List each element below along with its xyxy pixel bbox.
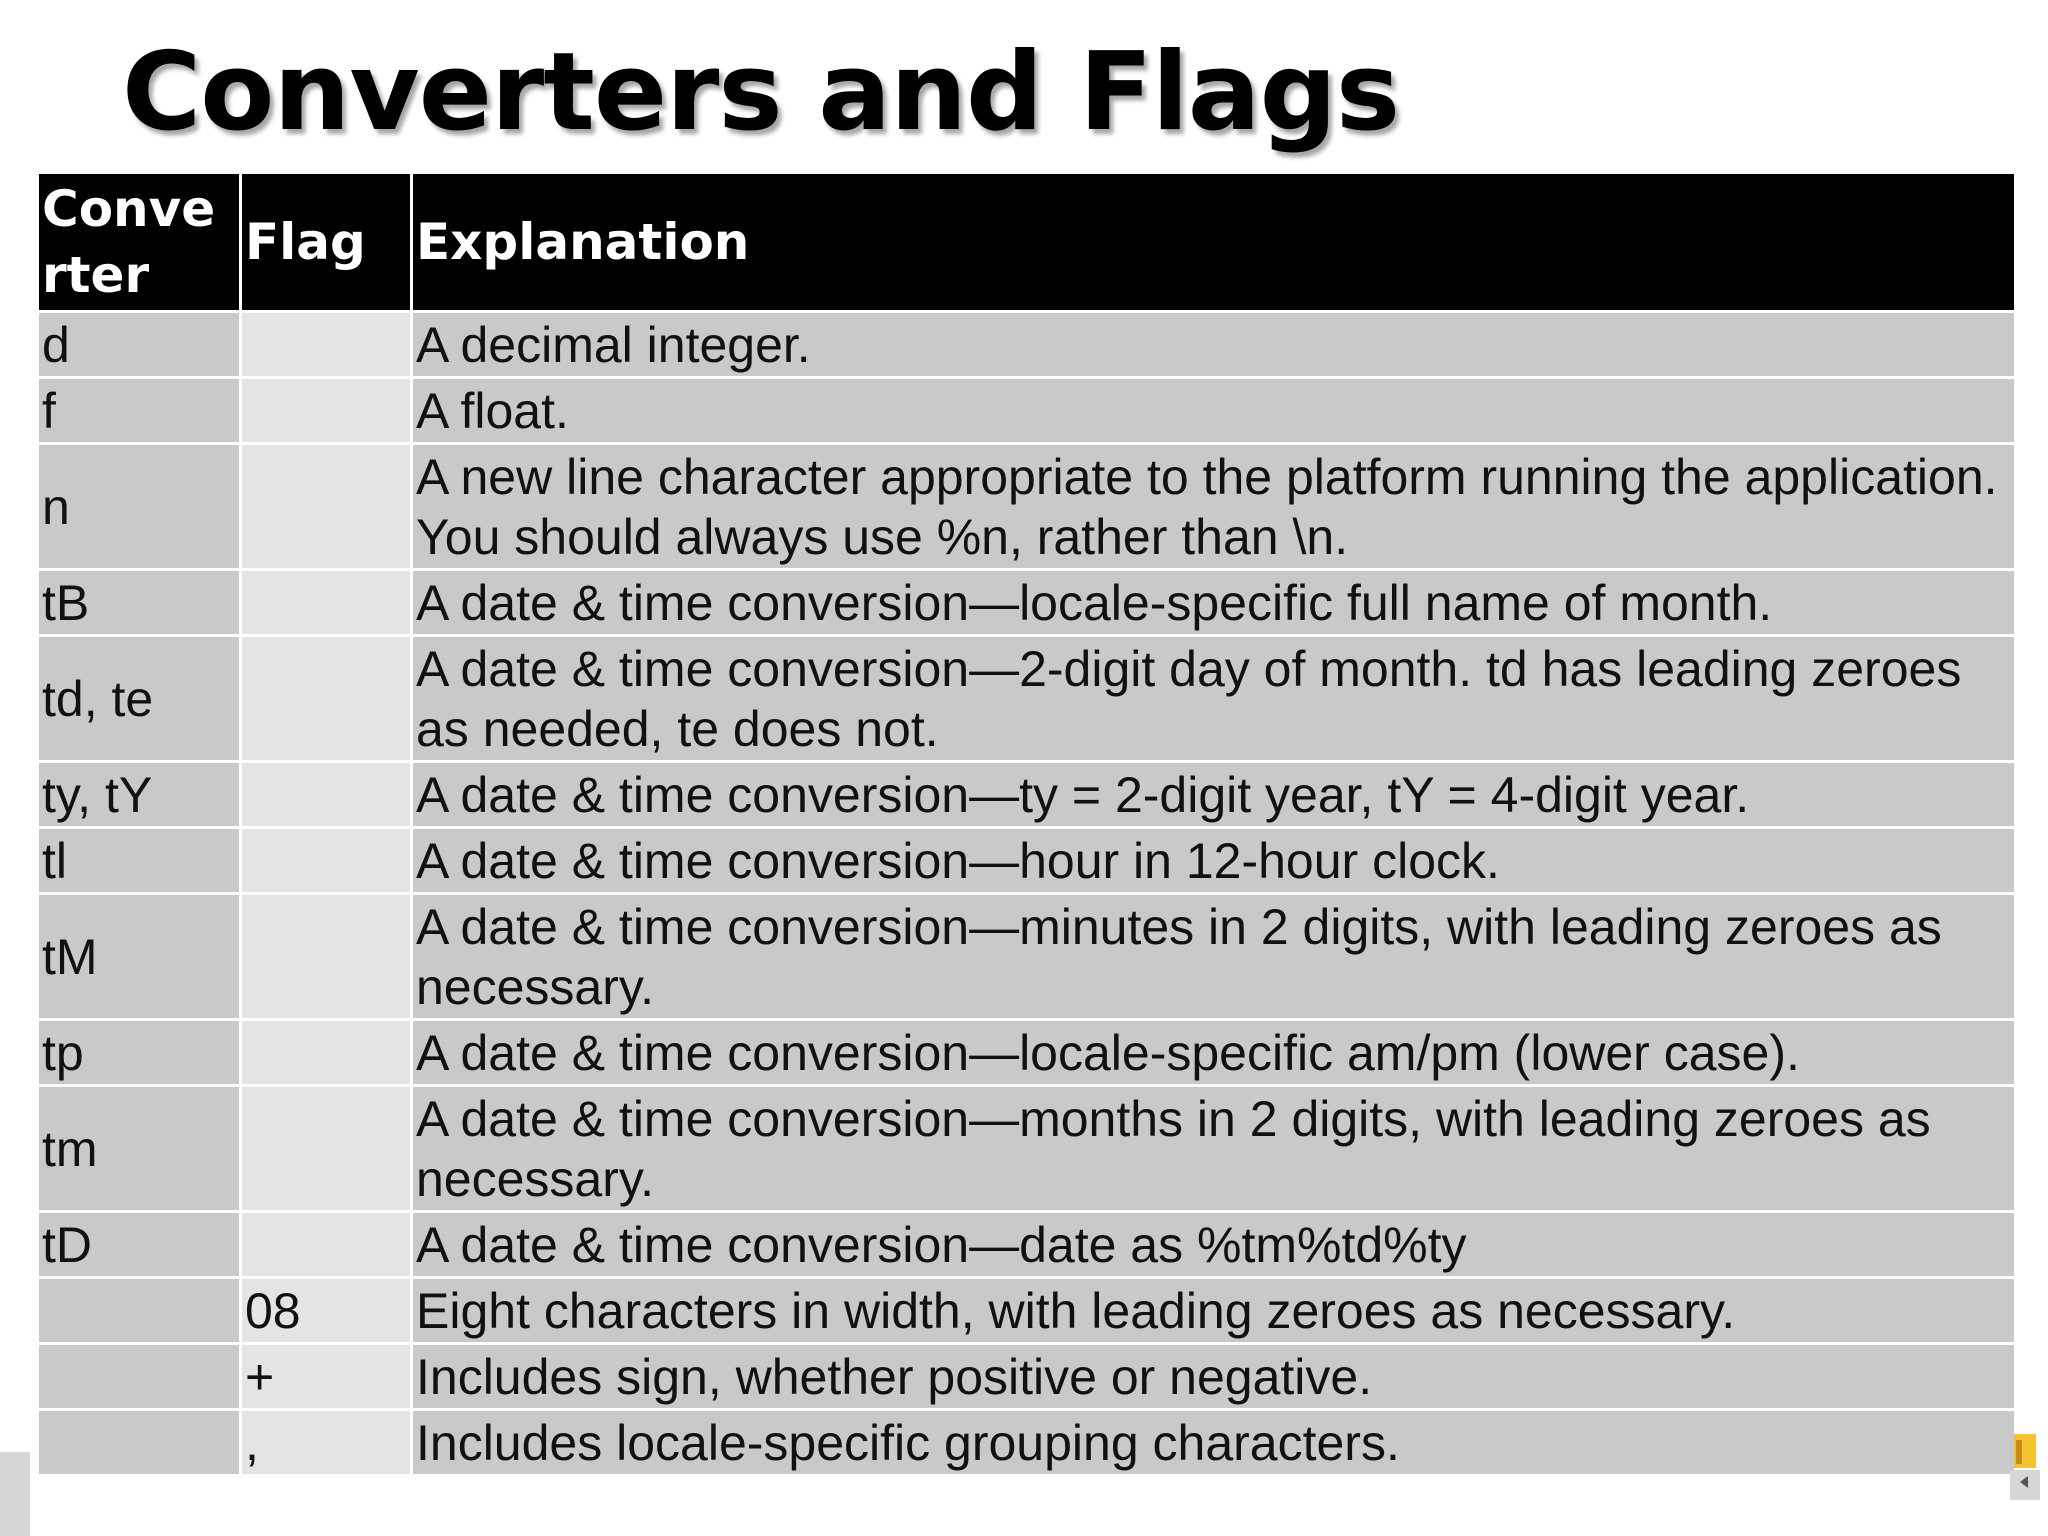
table-row bbox=[38, 1086, 2016, 1212]
flag-cell: + bbox=[241, 1344, 412, 1410]
converter-cell: tD bbox=[38, 1212, 241, 1278]
table-row bbox=[38, 1212, 2016, 1278]
flag-cell bbox=[241, 762, 412, 828]
table-header-row bbox=[38, 173, 2016, 312]
converter-cell: tp bbox=[38, 1020, 241, 1086]
table-row bbox=[38, 1278, 2016, 1344]
converter-cell: td, te bbox=[38, 636, 241, 762]
header-explanation: Explanation bbox=[412, 173, 2016, 312]
flag-cell bbox=[241, 894, 412, 1020]
left-edge-panel bbox=[0, 1452, 30, 1536]
flag-cell bbox=[241, 444, 412, 570]
explanation-cell: A date & time conversion—minutes in 2 digits, with leading zeroes as necessary. bbox=[412, 894, 2016, 1020]
flag-cell bbox=[241, 570, 412, 636]
converter-cell: n bbox=[38, 444, 241, 570]
table-row bbox=[38, 894, 2016, 1020]
flag-cell bbox=[241, 1086, 412, 1212]
table-row bbox=[38, 570, 2016, 636]
folder-icon bbox=[2010, 1430, 2040, 1500]
flag-cell: , bbox=[241, 1410, 412, 1476]
flag-cell bbox=[241, 1020, 412, 1086]
header-flag: Flag bbox=[241, 173, 412, 312]
converter-cell: tB bbox=[38, 570, 241, 636]
explanation-cell: A float. bbox=[412, 378, 2016, 444]
converters-flags-table bbox=[36, 171, 2017, 1477]
explanation-cell: Includes locale-specific grouping characters. bbox=[412, 1410, 2016, 1476]
flag-cell bbox=[241, 636, 412, 762]
slide-title: Converters and Flags bbox=[122, 30, 1400, 155]
table-row bbox=[38, 1344, 2016, 1410]
table-row bbox=[38, 828, 2016, 894]
explanation-cell: A date & time conversion—hour in 12-hour clock. bbox=[412, 828, 2016, 894]
explanation-cell: Eight characters in width, with leading zeroes as necessary. bbox=[412, 1278, 2016, 1344]
converter-cell: tM bbox=[38, 894, 241, 1020]
table-row bbox=[38, 1020, 2016, 1086]
converter-cell: tm bbox=[38, 1086, 241, 1212]
explanation-cell: A decimal integer. bbox=[412, 312, 2016, 378]
converter-cell: ty, tY bbox=[38, 762, 241, 828]
flag-cell bbox=[241, 1212, 412, 1278]
explanation-cell: Includes sign, whether positive or negative. bbox=[412, 1344, 2016, 1410]
converter-cell bbox=[38, 1410, 241, 1476]
explanation-cell: A date & time conversion—locale-specific am/pm (lower case). bbox=[412, 1020, 2016, 1086]
table-row bbox=[38, 378, 2016, 444]
table-row bbox=[38, 762, 2016, 828]
explanation-cell: A date & time conversion—months in 2 digits, with leading zeroes as necessary. bbox=[412, 1086, 2016, 1212]
explanation-cell: A date & time conversion—locale-specific full name of month. bbox=[412, 570, 2016, 636]
flag-cell bbox=[241, 828, 412, 894]
table-row bbox=[38, 636, 2016, 762]
explanation-cell: A new line character appropriate to the platform running the application. You should always use %n, rather than \n. bbox=[412, 444, 2016, 570]
table-row bbox=[38, 1410, 2016, 1476]
table-row bbox=[38, 312, 2016, 378]
flag-cell bbox=[241, 378, 412, 444]
converter-cell bbox=[38, 1344, 241, 1410]
converter-cell: tl bbox=[38, 828, 241, 894]
flag-cell bbox=[241, 312, 412, 378]
converter-cell: d bbox=[38, 312, 241, 378]
converter-cell: f bbox=[38, 378, 241, 444]
converter-cell bbox=[38, 1278, 241, 1344]
header-converter: Converter bbox=[38, 173, 241, 312]
flag-cell: 08 bbox=[241, 1278, 412, 1344]
explanation-cell: A date & time conversion—2-digit day of month. td has leading zeroes as needed, te does not. bbox=[412, 636, 2016, 762]
table-row bbox=[38, 444, 2016, 570]
explanation-cell: A date & time conversion—date as %tm%td%ty bbox=[412, 1212, 2016, 1278]
explanation-cell: A date & time conversion—ty = 2-digit year, tY = 4-digit year. bbox=[412, 762, 2016, 828]
